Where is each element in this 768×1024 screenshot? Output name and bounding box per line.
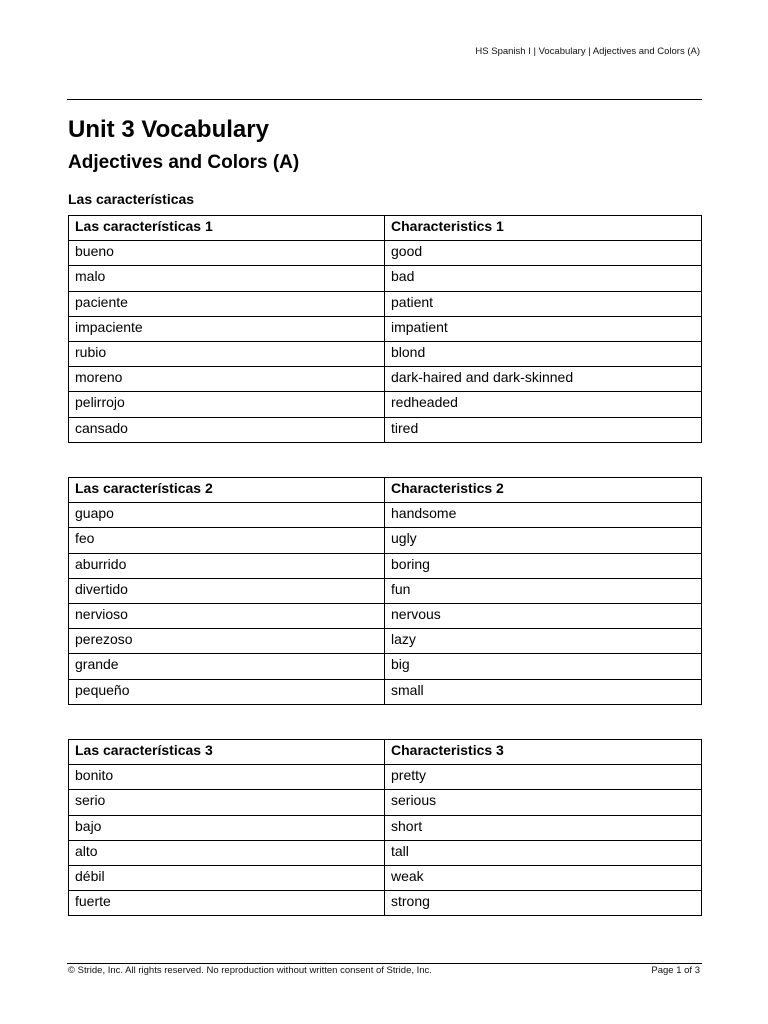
english-term: weak	[385, 865, 702, 890]
page-title: Unit 3 Vocabulary	[68, 116, 269, 143]
spanish-term: guapo	[69, 503, 385, 528]
spanish-term: feo	[69, 528, 385, 553]
spanish-term: impaciente	[69, 316, 385, 341]
table-header-row	[69, 740, 702, 765]
table-row	[69, 316, 702, 341]
spanish-term: fuerte	[69, 891, 385, 916]
spanish-term: pequeño	[69, 679, 385, 704]
spanish-term: rubio	[69, 341, 385, 366]
table-row	[69, 815, 702, 840]
table-row	[69, 528, 702, 553]
english-term: nervous	[385, 603, 702, 628]
spanish-term: nervioso	[69, 603, 385, 628]
vocab-table-2	[68, 477, 702, 705]
english-term: short	[385, 815, 702, 840]
table-header-row	[69, 478, 702, 503]
english-term: fun	[385, 578, 702, 603]
english-term: good	[385, 241, 702, 266]
english-term: lazy	[385, 629, 702, 654]
page-subtitle: Adjectives and Colors (A)	[68, 152, 300, 173]
section-heading: Las características	[68, 191, 195, 207]
table-row	[69, 679, 702, 704]
spanish-term: bajo	[69, 815, 385, 840]
table-row	[69, 291, 702, 316]
vocab-table-1	[68, 215, 702, 443]
table-row	[69, 417, 702, 442]
table-row	[69, 266, 702, 291]
table-row	[69, 865, 702, 890]
english-term: dark-haired and dark-skinned	[385, 367, 702, 392]
table-row	[69, 654, 702, 679]
table-row	[69, 603, 702, 628]
spanish-term: pelirrojo	[69, 392, 385, 417]
english-term: boring	[385, 553, 702, 578]
english-term: tired	[385, 417, 702, 442]
column-header-english: Characteristics 1	[385, 216, 702, 241]
spanish-term: malo	[69, 266, 385, 291]
english-term: pretty	[385, 765, 702, 790]
english-term: tall	[385, 840, 702, 865]
spanish-term: serio	[69, 790, 385, 815]
vocab-table-3	[68, 739, 702, 916]
spanish-term: paciente	[69, 291, 385, 316]
spanish-term: cansado	[69, 417, 385, 442]
table-row	[69, 553, 702, 578]
english-term: impatient	[385, 316, 702, 341]
table-row	[69, 840, 702, 865]
english-term: patient	[385, 291, 702, 316]
table-row	[69, 578, 702, 603]
table-row	[69, 790, 702, 815]
spanish-term: alto	[69, 840, 385, 865]
column-header-spanish: Las características 2	[69, 478, 385, 503]
table-row	[69, 503, 702, 528]
column-header-spanish: Las características 3	[69, 740, 385, 765]
running-header: HS Spanish I | Vocabulary | Adjectives and Colors (A)	[475, 46, 700, 57]
english-term: handsome	[385, 503, 702, 528]
english-term: small	[385, 679, 702, 704]
spanish-term: aburrido	[69, 553, 385, 578]
table-row	[69, 367, 702, 392]
english-term: serious	[385, 790, 702, 815]
header-divider	[67, 99, 702, 100]
spanish-term: bonito	[69, 765, 385, 790]
english-term: strong	[385, 891, 702, 916]
spanish-term: bueno	[69, 241, 385, 266]
english-term: bad	[385, 266, 702, 291]
footer-copyright: © Stride, Inc. All rights reserved. No reproduction without written consent of Stride, Inc.	[68, 965, 432, 976]
english-term: blond	[385, 341, 702, 366]
table-row	[69, 765, 702, 790]
footer-divider	[67, 963, 702, 964]
table-header-row	[69, 216, 702, 241]
table-row	[69, 341, 702, 366]
spanish-term: débil	[69, 865, 385, 890]
english-term: ugly	[385, 528, 702, 553]
spanish-term: moreno	[69, 367, 385, 392]
page-number: Page 1 of 3	[651, 965, 700, 976]
table-row	[69, 241, 702, 266]
column-header-spanish: Las características 1	[69, 216, 385, 241]
column-header-english: Characteristics 3	[385, 740, 702, 765]
table-row	[69, 891, 702, 916]
spanish-term: perezoso	[69, 629, 385, 654]
english-term: big	[385, 654, 702, 679]
english-term: redheaded	[385, 392, 702, 417]
spanish-term: divertido	[69, 578, 385, 603]
spanish-term: grande	[69, 654, 385, 679]
table-row	[69, 392, 702, 417]
column-header-english: Characteristics 2	[385, 478, 702, 503]
table-row	[69, 629, 702, 654]
